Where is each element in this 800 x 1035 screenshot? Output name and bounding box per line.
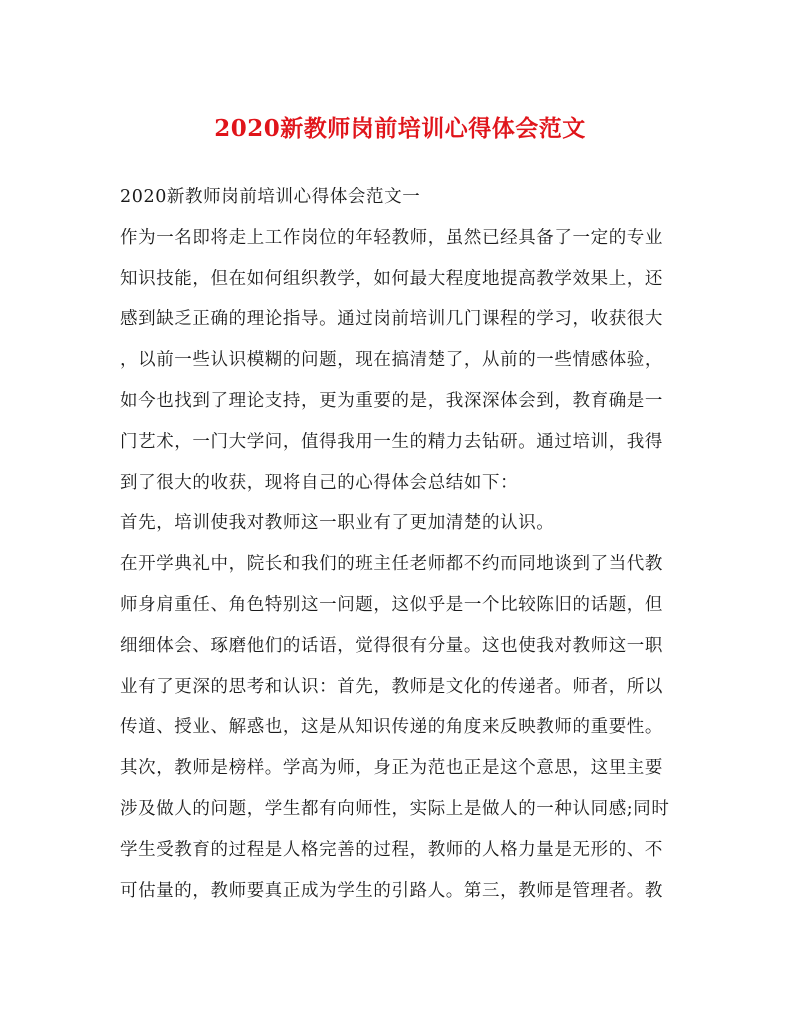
text-line: 学生受教育的过程是人格完善的过程，教师的人格力量是无形的、不 bbox=[120, 839, 663, 860]
text-line: 可估量的，教师要真正成为学生的引路人。第三，教师是管理者。教 bbox=[120, 880, 663, 901]
text-line: 知识技能，但在如何组织教学，如何最大程度地提高教学效果上，还 bbox=[120, 268, 663, 289]
text-line: 业有了更深的思考和认识：首先，教师是文化的传递者。师者，所以 bbox=[120, 676, 663, 697]
text-line: ，以前一些认识模糊的问题，现在搞清楚了，从前的一些情感体验， bbox=[120, 350, 663, 371]
text-line: 师身肩重任、角色特别这一问题，这似乎是一个比较陈旧的话题，但 bbox=[120, 594, 663, 615]
document-title: 2020新教师岗前培训心得体会范文 bbox=[214, 115, 586, 142]
text-line: 传道、授业、解惑也，这是从知识传递的角度来反映教师的重要性。 bbox=[120, 717, 663, 738]
text-line: 其次，教师是榜样。学高为师，身正为范也正是这个意思，这里主要 bbox=[120, 758, 663, 779]
document-body bbox=[120, 177, 682, 911]
text-line: 门艺术，一门大学问，值得我用一生的精力去钻研。通过培训，我得 bbox=[120, 431, 663, 452]
text-line: 2020新教师岗前培训心得体会范文一 bbox=[120, 187, 421, 207]
text-line: 涉及做人的问题，学生都有向师性，实际上是做人的一种认同感;同时 bbox=[120, 798, 670, 819]
text-line: 如今也找到了理论支持，更为重要的是，我深深体会到，教育确是一 bbox=[120, 390, 663, 411]
text-line: 到了很大的收获，现将自己的心得体会总结如下： bbox=[120, 472, 519, 493]
text-line: 感到缺乏正确的理论指导。通过岗前培训几门课程的学习，收获很大 bbox=[120, 309, 663, 330]
text-line: 在开学典礼中，院长和我们的班主任老师都不约而同地谈到了当代教 bbox=[120, 554, 663, 575]
text-line: 细细体会、琢磨他们的话语，觉得很有分量。这也使我对教师这一职 bbox=[120, 635, 663, 656]
text-line: 首先，培训使我对教师这一职业有了更加清楚的认识。 bbox=[120, 513, 555, 534]
text-line: 作为一名即将走上工作岗位的年轻教师，虽然已经具备了一定的专业 bbox=[120, 227, 663, 248]
